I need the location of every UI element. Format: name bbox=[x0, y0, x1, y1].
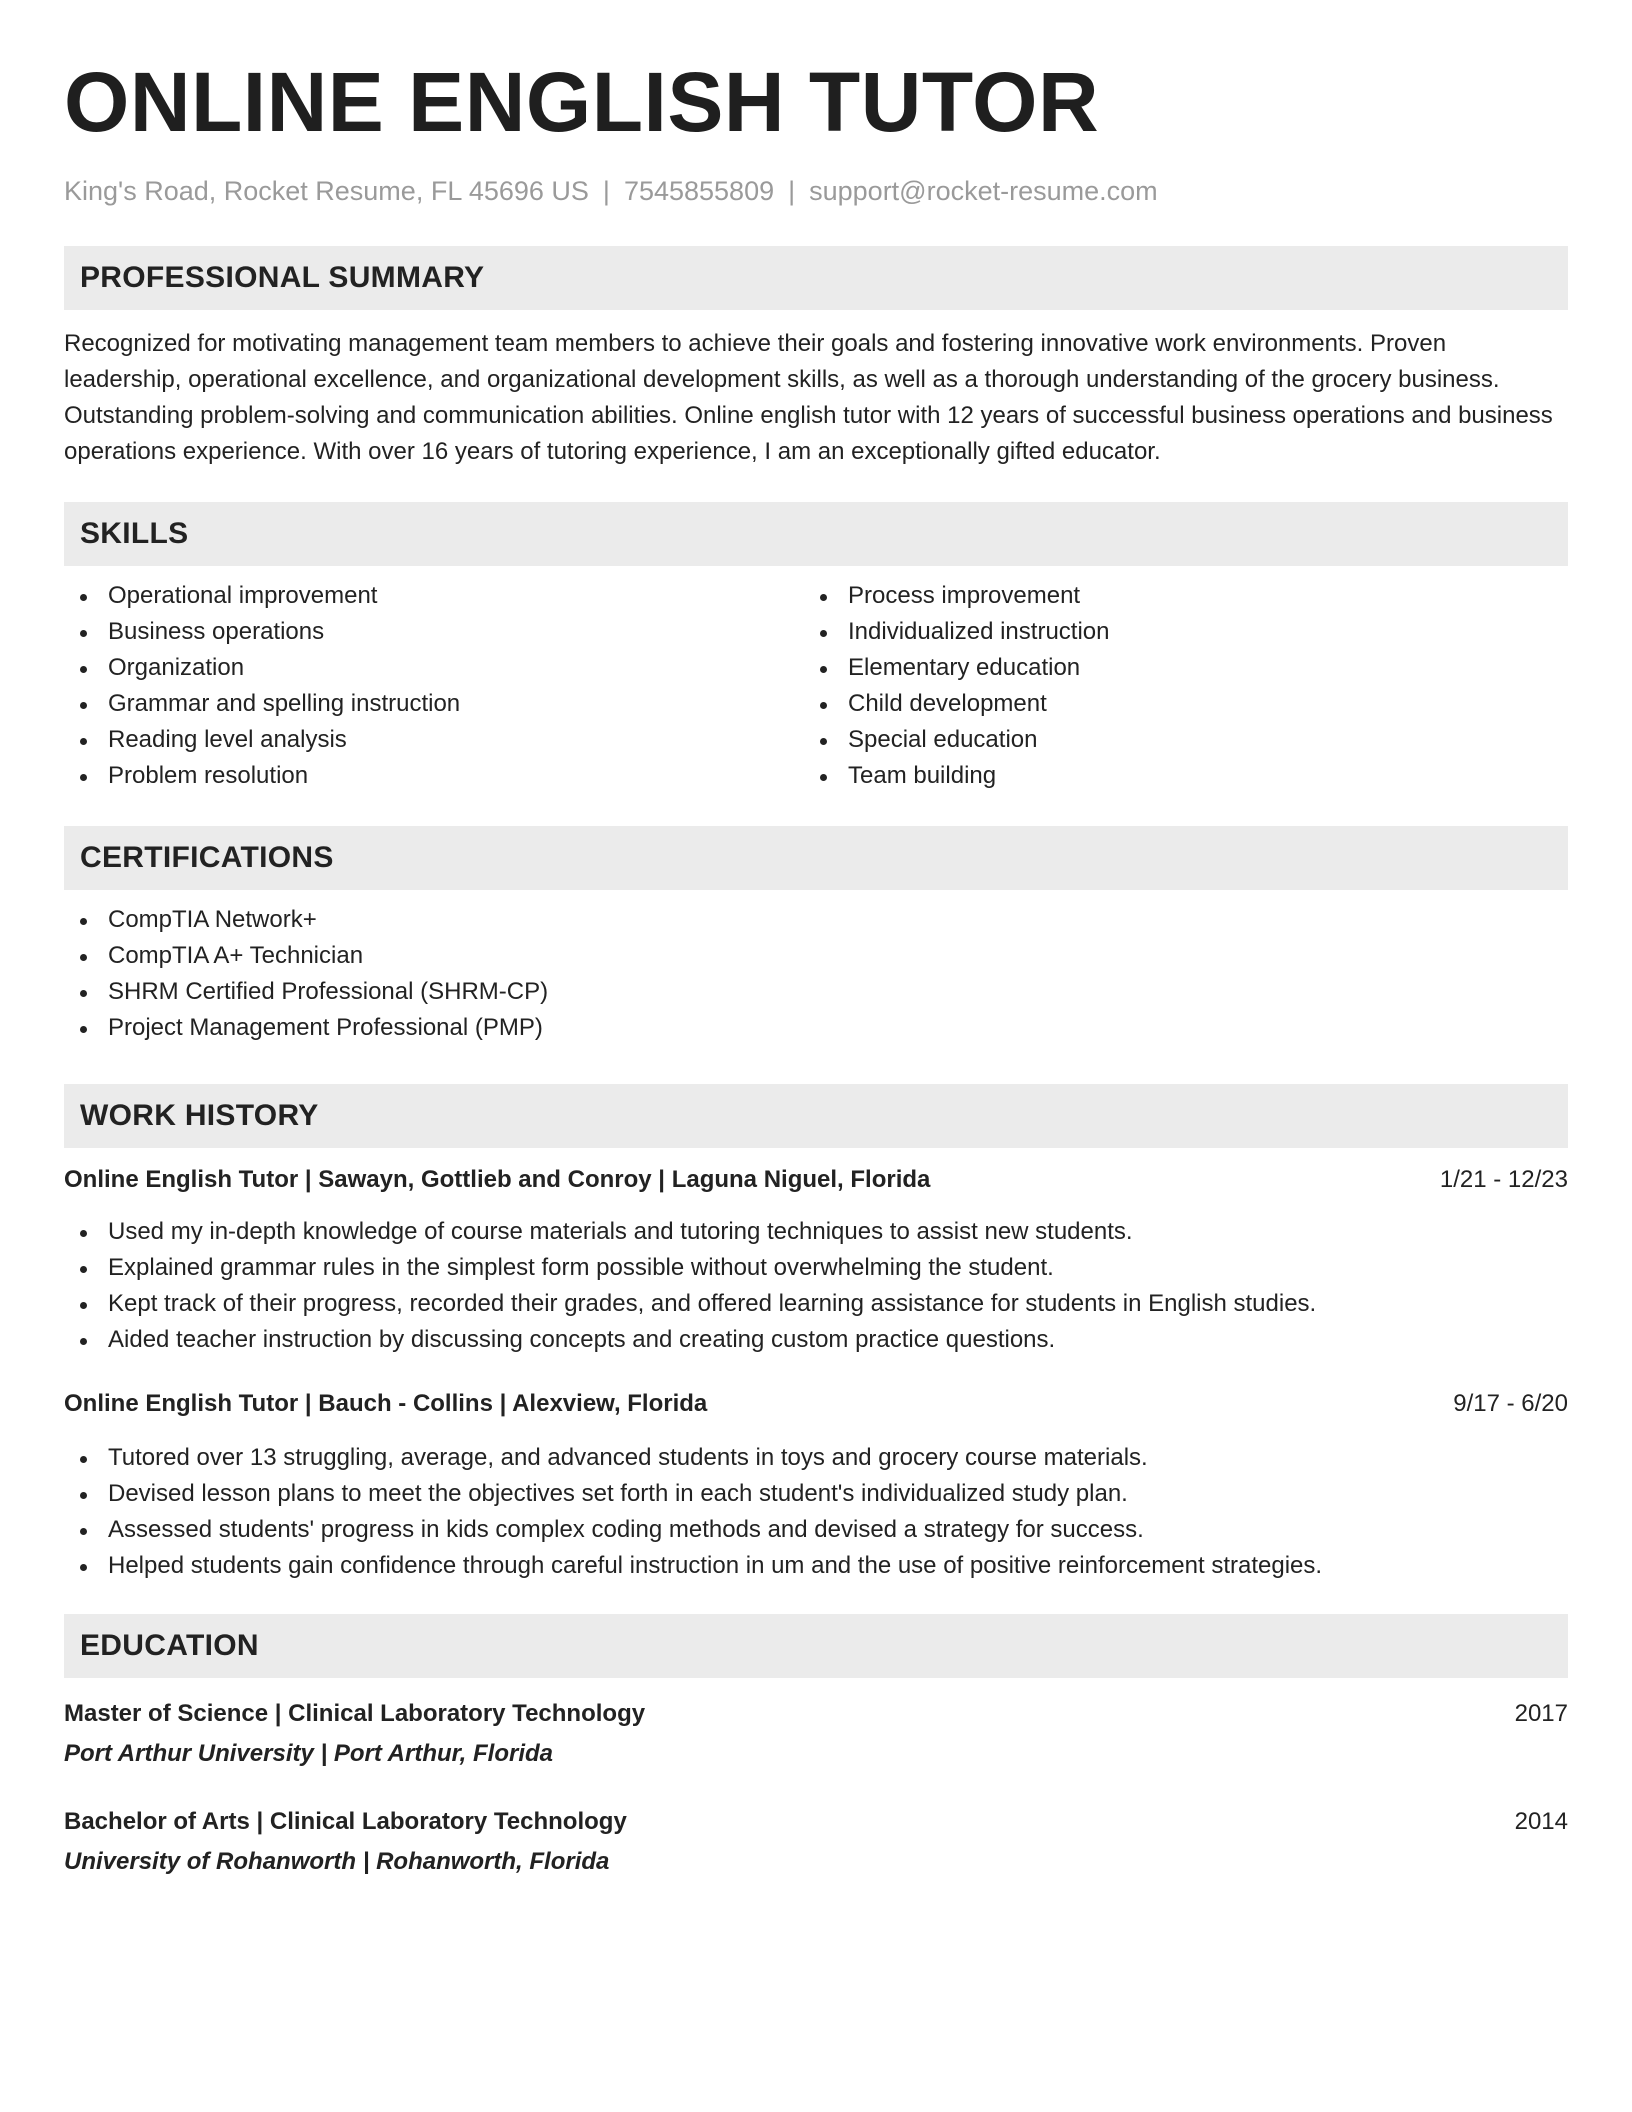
skill-item: Elementary education bbox=[804, 650, 1544, 686]
education-header bbox=[64, 1804, 1568, 1840]
contact-separator: | bbox=[602, 176, 610, 206]
skill-item: Individualized instruction bbox=[804, 614, 1544, 650]
education-degree: Master of Science | Clinical Laboratory Technology bbox=[64, 1700, 646, 1727]
skill-item: Special education bbox=[804, 722, 1544, 758]
education-year: 2017 bbox=[1514, 1700, 1568, 1727]
education-header bbox=[64, 1696, 1568, 1732]
job-header bbox=[64, 1386, 1568, 1422]
job-bullet: Kept track of their progress, recorded their grades, and offered learning assistance for students in English studies. bbox=[64, 1286, 1568, 1322]
summary-text: Recognized for motivating management team members to achieve their goals and fostering innovative work environments. Proven leadership, operational excellence, and organizational development skills, as well as a thorough understanding of the grocery business. Outstanding problem-solving and communication abilities. Online english tutor with 12 years of successful business operations and business operations experience. With over 16 years of tutoring experience, I am an exceptionally gifted educator. bbox=[64, 330, 1553, 465]
certification-item: CompTIA A+ Technician bbox=[64, 938, 1568, 974]
job-entry bbox=[64, 1162, 1568, 1358]
skill-item: Child development bbox=[804, 686, 1544, 722]
job-dates: 9/17 - 6/20 bbox=[1453, 1390, 1568, 1417]
certifications-list bbox=[64, 902, 1568, 1046]
skills-grid bbox=[64, 582, 1568, 794]
job-bullet: Explained grammar rules in the simplest form possible without overwhelming the student. bbox=[64, 1250, 1568, 1286]
section-header-summary: PROFESSIONAL SUMMARY bbox=[64, 246, 1568, 310]
education-entry bbox=[64, 1804, 1568, 1880]
job-bullet: Tutored over 13 struggling, average, and advanced students in toys and grocery course materials. bbox=[64, 1440, 1568, 1476]
skill-item: Process improvement bbox=[804, 578, 1544, 614]
contact-email[interactable]: support@rocket-resume.com bbox=[809, 176, 1158, 206]
job-bullet: Aided teacher instruction by discussing concepts and creating custom practice questions. bbox=[64, 1322, 1568, 1358]
contact-separator: | bbox=[788, 176, 796, 206]
job-title: Online English Tutor | Bauch - Collins | Alexview, Florida bbox=[64, 1390, 708, 1417]
job-bullet: Assessed students' progress in kids complex coding methods and devised a strategy for success. bbox=[64, 1512, 1568, 1548]
education-entry bbox=[64, 1696, 1568, 1772]
skill-item: Team building bbox=[804, 758, 1544, 794]
skill-item: Grammar and spelling instruction bbox=[64, 686, 804, 722]
skill-item: Organization bbox=[64, 650, 804, 686]
certification-item: CompTIA Network+ bbox=[64, 902, 1568, 938]
job-dates: 1/21 - 12/23 bbox=[1439, 1166, 1568, 1193]
section-header-work-history: WORK HISTORY bbox=[64, 1084, 1568, 1148]
skill-item: Reading level analysis bbox=[64, 722, 804, 758]
job-bullet: Helped students gain confidence through careful instruction in um and the use of positive reinforcement strategies. bbox=[64, 1548, 1568, 1584]
skills-column-right bbox=[804, 582, 1544, 794]
contact-line bbox=[64, 174, 1568, 208]
skill-item: Business operations bbox=[64, 614, 804, 650]
education-school: Port Arthur University | Port Arthur, Florida bbox=[64, 1740, 553, 1767]
section-header-education: EDUCATION bbox=[64, 1614, 1568, 1678]
job-entry bbox=[64, 1386, 1568, 1584]
education-school: University of Rohanworth | Rohanworth, Florida bbox=[64, 1848, 610, 1875]
job-bullet: Devised lesson plans to meet the objectives set forth in each student's individualized study plan. bbox=[64, 1476, 1568, 1512]
candidate-name: ONLINE ENGLISH TUTOR bbox=[64, 55, 1100, 149]
job-header bbox=[64, 1162, 1568, 1198]
skill-item: Operational improvement bbox=[64, 578, 804, 614]
skill-item: Problem resolution bbox=[64, 758, 804, 794]
skills-column-left bbox=[64, 582, 804, 794]
job-bullet: Used my in-depth knowledge of course materials and tutoring techniques to assist new students. bbox=[64, 1214, 1568, 1250]
job-bullets bbox=[64, 1214, 1568, 1358]
education-year: 2014 bbox=[1514, 1808, 1568, 1835]
certification-item: Project Management Professional (PMP) bbox=[64, 1010, 1568, 1046]
job-bullets bbox=[64, 1440, 1568, 1584]
contact-address: King's Road, Rocket Resume, FL 45696 US bbox=[64, 176, 589, 206]
section-header-certifications: CERTIFICATIONS bbox=[64, 826, 1568, 890]
education-degree: Bachelor of Arts | Clinical Laboratory Technology bbox=[64, 1808, 627, 1835]
certification-item: SHRM Certified Professional (SHRM-CP) bbox=[64, 974, 1568, 1010]
contact-phone[interactable]: 7545855809 bbox=[623, 176, 775, 206]
section-header-skills: SKILLS bbox=[64, 502, 1568, 566]
job-title: Online English Tutor | Sawayn, Gottlieb and Conroy | Laguna Niguel, Florida bbox=[64, 1166, 931, 1193]
